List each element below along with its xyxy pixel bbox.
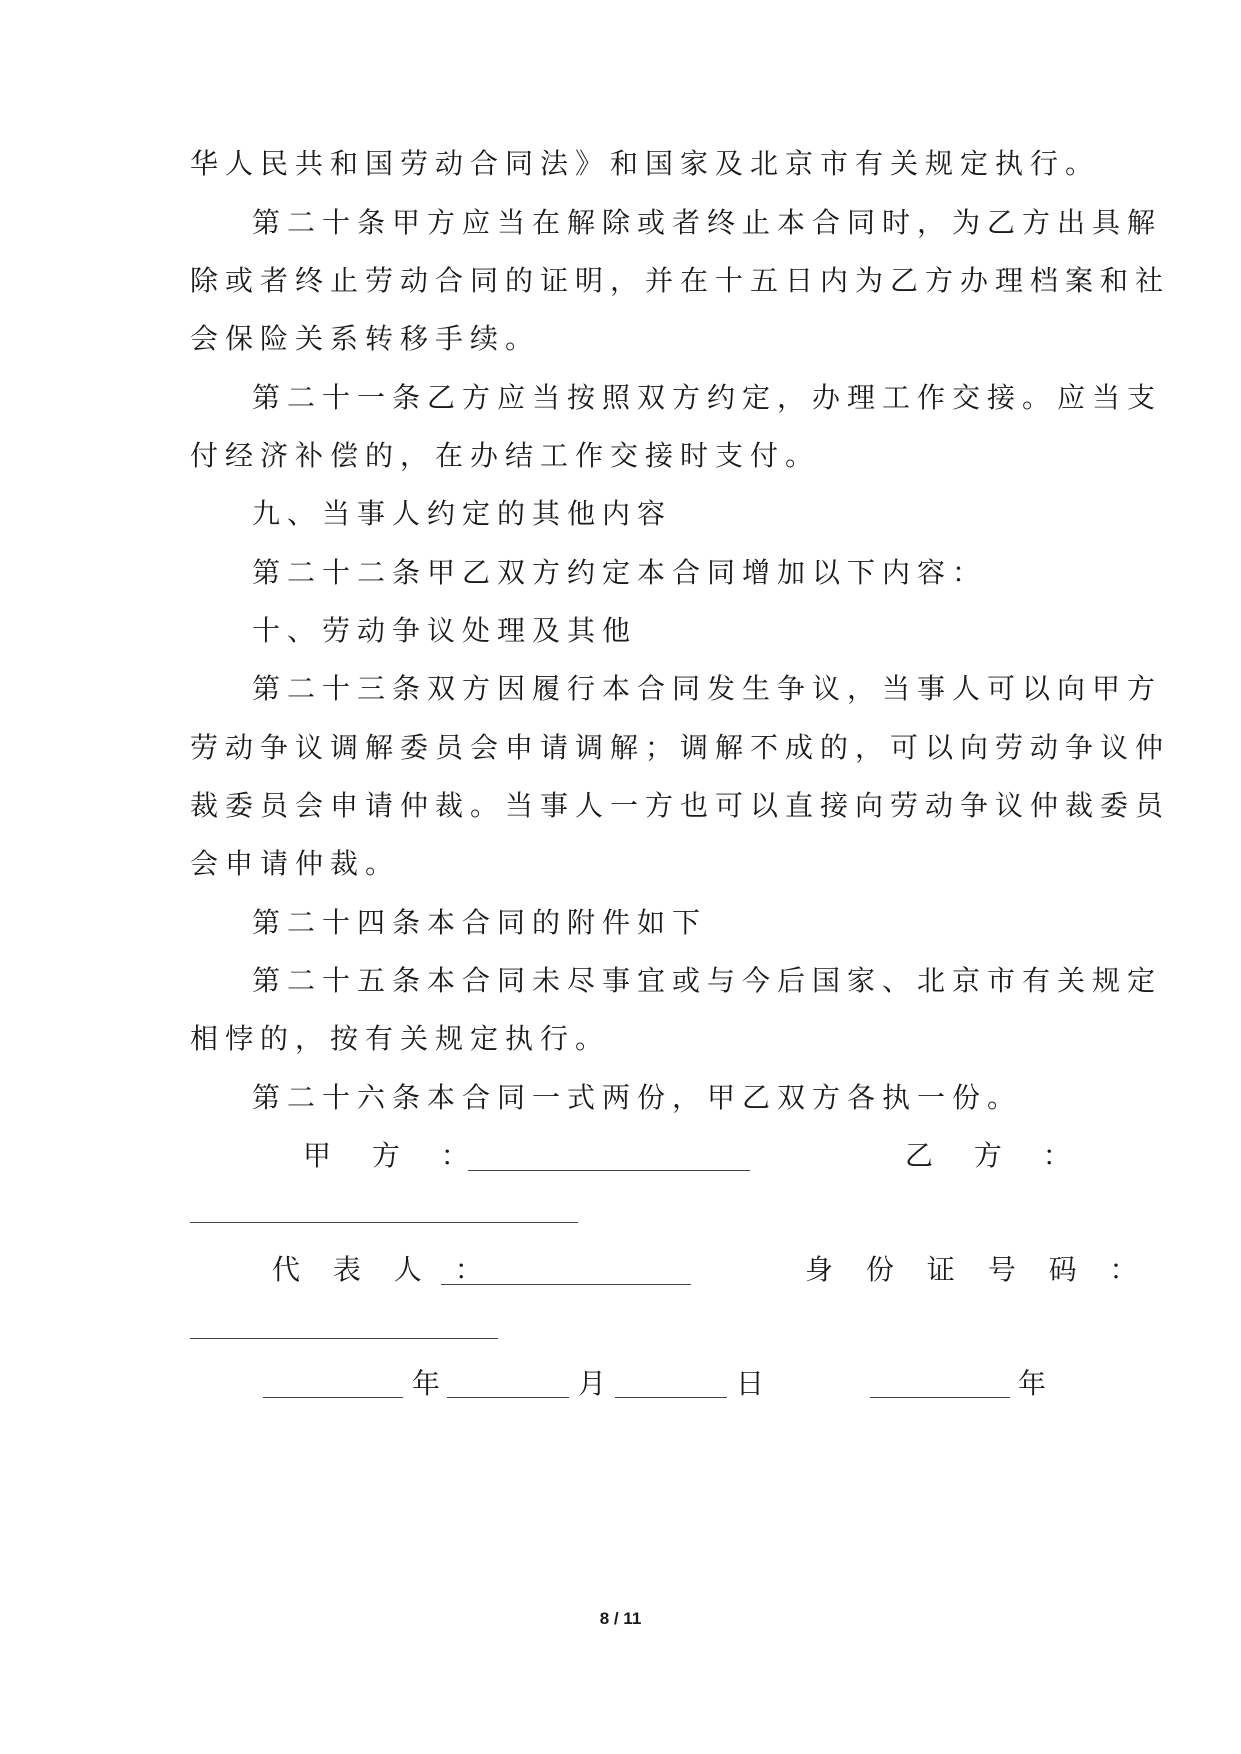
paragraph-line: 华人民共和国劳动合同法》和国家及北京市有关规定执行。 [190, 147, 1101, 180]
party-b-signature-line [190, 1222, 578, 1223]
paragraph-line: 第二十四条本合同的附件如下 [252, 906, 708, 939]
paragraph-line: 第二十五条本合同未尽事宜或与今后国家、北京市有关规定 [252, 964, 1163, 997]
paragraph-line: 第二十二条甲乙双方约定本合同增加以下内容： [252, 556, 988, 589]
paragraph-line: 付经济补偿的，在办结工作交接时支付。 [190, 439, 821, 472]
day-blank-line [615, 1397, 727, 1398]
section-heading: 十、劳动争议处理及其他 [252, 614, 638, 647]
year-label: 年 [412, 1367, 444, 1400]
day-label: 日 [736, 1367, 768, 1400]
month-blank-line [447, 1397, 569, 1398]
paragraph-line: 劳动争议调解委员会申请调解；调解不成的，可以向劳动争议仲 [190, 731, 1171, 764]
party-a-signature-line [468, 1170, 750, 1171]
month-label: 月 [578, 1367, 610, 1400]
paragraph-line: 裁委员会申请仲裁。当事人一方也可以直接向劳动争议仲裁委员 [190, 789, 1171, 822]
paragraph-line: 相悖的，按有关规定执行。 [190, 1022, 611, 1055]
paragraph-line: 第二十六条本合同一式两份，甲乙双方各执一份。 [252, 1081, 1023, 1114]
section-heading: 九、当事人约定的其他内容 [252, 497, 673, 530]
party-a-label: 甲 方 ： [303, 1139, 485, 1172]
paragraph-line: 除或者终止劳动合同的证明，并在十五日内为乙方办理档案和社 [190, 264, 1171, 297]
id-number-line [190, 1338, 498, 1339]
year2-label: 年 [1018, 1367, 1050, 1400]
paragraph-line: 第二十三条双方因履行本合同发生争议，当事人可以向甲方 [252, 672, 1163, 705]
party-b-label: 乙 方 ： [905, 1139, 1087, 1172]
representative-signature-line [441, 1284, 691, 1285]
paragraph-line: 会申请仲裁。 [190, 847, 401, 880]
paragraph-line: 第二十条甲方应当在解除或者终止本合同时，为乙方出具解 [252, 206, 1163, 239]
representative-label: 代 表 人 ： [272, 1253, 495, 1286]
paragraph-line: 会保险关系转移手续。 [190, 322, 541, 355]
year-blank-line [263, 1397, 403, 1398]
page-number: 8 / 11 [599, 1609, 642, 1628]
year2-blank-line [870, 1397, 1010, 1398]
paragraph-line: 第二十一条乙方应当按照双方约定，办理工作交接。应当支 [252, 381, 1163, 414]
id-number-label: 身 份 证 号 码 ： [805, 1253, 1150, 1286]
